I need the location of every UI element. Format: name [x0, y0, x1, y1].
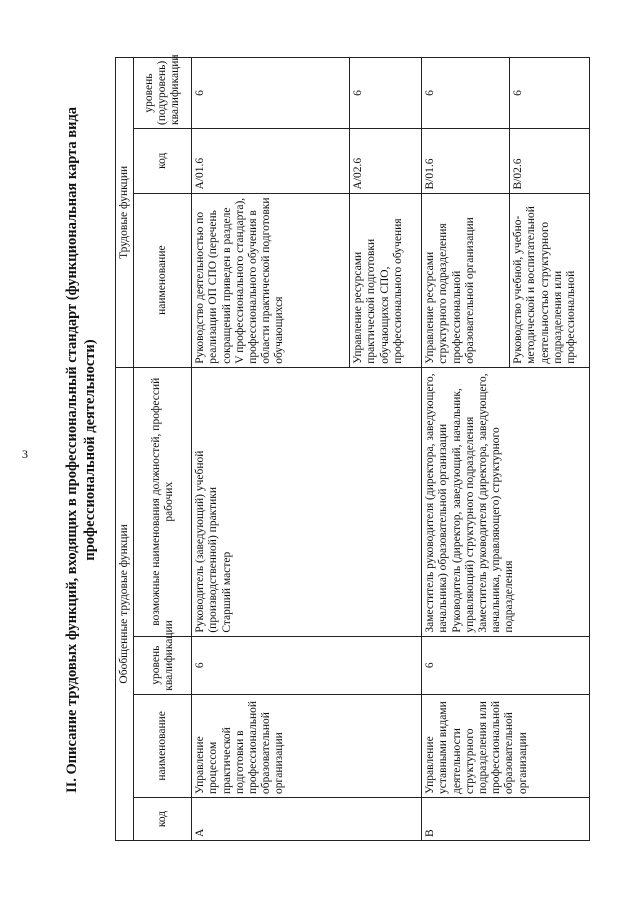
function-code: B/01.6 — [422, 129, 510, 194]
position-item: Заместитель руководителя (директора, заведующего, начальника, управляющего) структурного подразделения — [477, 373, 516, 633]
header-positions: возможные наименования должностей, профессий рабочих — [134, 367, 192, 636]
row-name: Управление процессом практической подготовки в профессиональной образовательной организации — [192, 694, 422, 797]
header-name: наименование — [134, 694, 192, 797]
function-name: Управление ресурсами практической подготовки обучающихся СПО, профессионального обучения — [350, 193, 422, 367]
functional-map-table — [115, 54, 590, 841]
table-row — [192, 58, 350, 841]
header-row-2 — [134, 58, 192, 841]
function-level: 6 — [422, 58, 510, 129]
row-code: B — [422, 797, 590, 840]
row-level: 6 — [192, 636, 422, 694]
header-tf-level: уровень (подуровень) квалификации — [134, 58, 192, 129]
header-code: код — [134, 797, 192, 840]
title-line-2: профессиональной деятельности) — [82, 339, 98, 561]
function-name: Управление ресурсами структурного подразделения профессиональной образовательной организации — [422, 193, 510, 367]
function-level: 6 — [192, 58, 350, 129]
header-level: уровень квалификации — [134, 636, 192, 694]
section-title — [61, 55, 115, 845]
row-level: 6 — [422, 636, 590, 694]
row-positions — [192, 367, 422, 636]
function-name: Руководство учебной, учебно-методической и воспитательной деятельностью структурного подразделения или профессиональной — [510, 193, 590, 367]
function-code: A/02.6 — [350, 129, 422, 194]
position-item: Руководитель (директор, заведующий, начальник, управляющий) структурного подразделения — [450, 388, 476, 633]
function-name: Руководство деятельностью по реализации ОП СПО (перечень сокращений приведен в разделе V профессионального стандарта), профессионального обучения в области практической подготовки обучающихся — [192, 193, 350, 367]
position-item: Старший мастер — [220, 551, 233, 633]
row-code: A — [192, 797, 422, 840]
row-name: Управление уставными видами деятельности структурного подразделения или профессиональной образовательной организации — [422, 694, 590, 797]
header-labor-functions: Трудовые функции — [116, 58, 134, 368]
row-positions — [422, 367, 590, 636]
function-level: 6 — [350, 58, 422, 129]
position-item: Руководитель (заведующий) учебной (производственной) практики — [194, 450, 220, 633]
table-row — [422, 58, 510, 841]
header-tf-name: наименование — [134, 193, 192, 367]
header-generalized-functions: Обобщенные трудовые функции — [116, 367, 134, 840]
page-number: 3 — [22, 447, 28, 461]
function-code: A/01.6 — [192, 129, 350, 194]
header-row-1 — [116, 58, 134, 841]
header-tf-code: код — [134, 129, 192, 194]
position-item: Заместитель руководителя (директора, заведующего, начальника) образовательной организации — [424, 373, 450, 633]
rotated-page-content — [61, 55, 631, 845]
title-line-1: II. Описание трудовых функций, входящих в профессиональный стандарт (функциональная карта вида — [64, 106, 80, 794]
function-code: B/02.6 — [510, 129, 590, 194]
function-level: 6 — [510, 58, 590, 129]
